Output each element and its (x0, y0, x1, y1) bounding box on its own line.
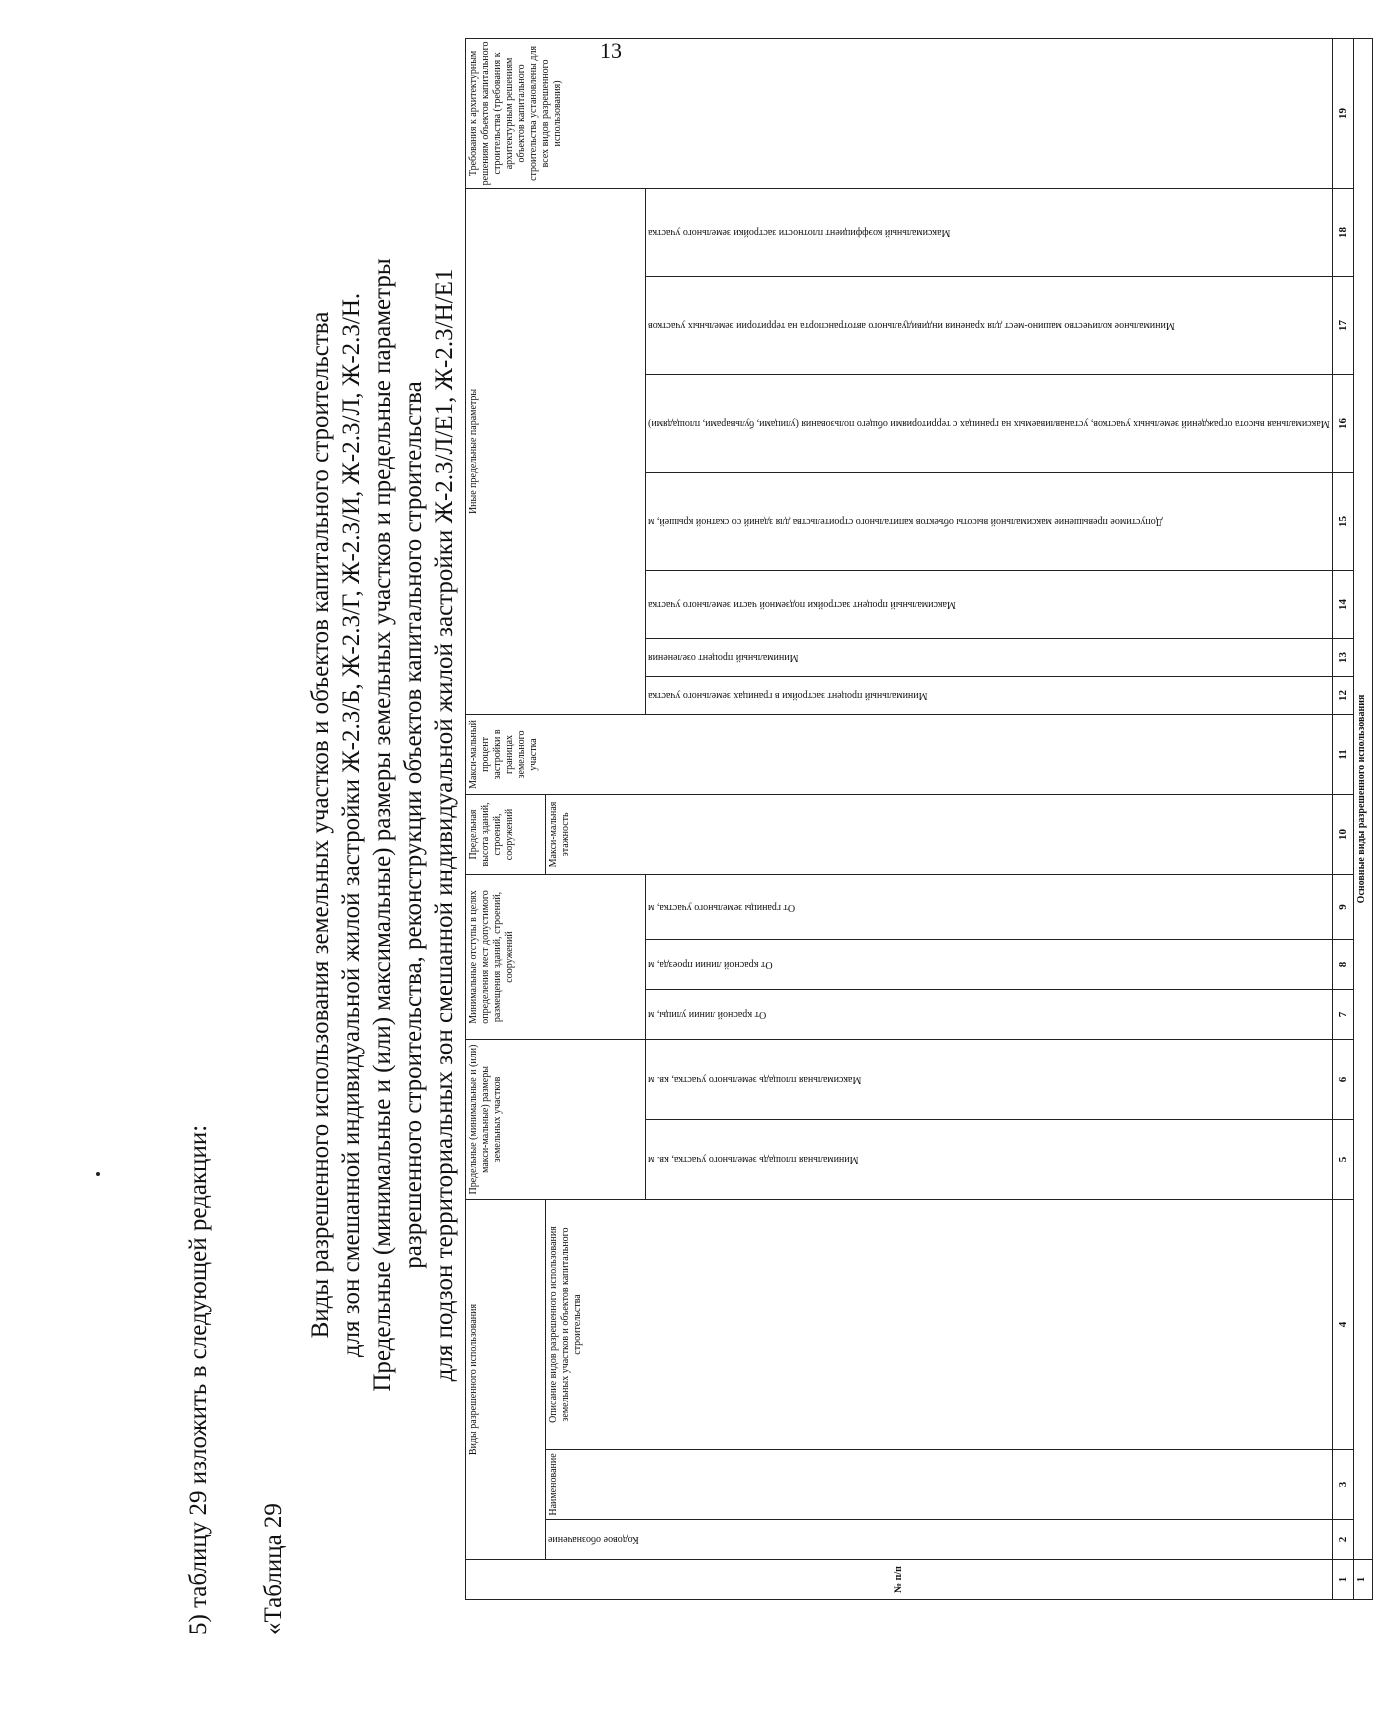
heading-line: разрешенного строительства, реконструкции объектов капитального строительства (400, 381, 427, 1269)
header-col13: Минимальный процент озеленения (646, 638, 1333, 676)
col-number: 3 (1332, 1450, 1353, 1520)
header-col17: Минимальное количество машино-мест для хранения индивидуального автотранспорта на территории земельных участков (646, 276, 1333, 374)
header-col4: Описание видов разрешенного использования земельных участков и объектов капитального строительства (546, 1200, 1333, 1450)
col-number: 16 (1332, 374, 1353, 472)
header-col3: Наименование (546, 1450, 1333, 1520)
header-col14: Максимальный процент застройки подземной части земельного участка (646, 570, 1333, 638)
header-col11: Макси-мальный процент застройки в границах земельного участка (466, 714, 1333, 794)
col-number: 17 (1332, 276, 1353, 374)
col-number: 15 (1332, 472, 1353, 570)
header-col15: Допустимое превышение максимальной высоты объектов капитального строительства для зданий со скатной крышей, м (646, 472, 1333, 570)
col-number: 12 (1332, 676, 1353, 714)
header-group-vri: Виды разрешенного использования (466, 1200, 546, 1560)
col-number: 10 (1332, 794, 1353, 874)
header-col16: Максимальная высота ограждений земельных участков, устанавливаемых на границах с территориями общего пользования (улицами, бульварами, площадями) (646, 374, 1333, 472)
header-col12: Минимальный процент застройки в границах земельного участка (646, 676, 1333, 714)
col-number: 7 (1332, 990, 1353, 1040)
col-number: 6 (1332, 1040, 1353, 1120)
header-group-other: Иные предельные параметры (466, 188, 646, 714)
header-col7: От красной линии улицы, м (646, 990, 1333, 1040)
section-title: Основные виды разрешенного использования (1353, 38, 1372, 1559)
zoning-table (465, 38, 1373, 1600)
header-col5: Минимальная площадь земельного участка, кв. м (646, 1120, 1333, 1200)
col-number: 1 (1332, 1560, 1353, 1600)
section-row (1353, 38, 1372, 1599)
header-group-size: Предельные (минимальные и (или) макси-мальные) размеры земельных участков (466, 1040, 646, 1200)
col-number: 19 (1332, 38, 1353, 188)
column-number-row (1332, 38, 1353, 1599)
col-number: 9 (1332, 874, 1353, 939)
header-col10: Макси-мальная этажность (546, 794, 1333, 874)
heading-line: для зон смешанной индивидуальной жилой застройки Ж-2.3/Б, Ж-2.3/Г, Ж-2.3/И, Ж-2.3/Л, Ж-2.3/Н. (338, 292, 365, 1358)
col-number: 2 (1332, 1520, 1353, 1560)
col-number: 5 (1332, 1120, 1353, 1200)
header-group-height: Предельная высота зданий, строений, сооружений (466, 794, 546, 874)
header-col18: Максимальный коэффициент плотности застройки земельного участка (646, 188, 1333, 276)
heading-line: для подзон территориальных зон смешанной индивидуальной жилой застройки Ж-2.3/Л/Е1, Ж-2.3/Н/Е1 (431, 268, 458, 1382)
col-number: 4 (1332, 1200, 1353, 1450)
heading-line: Предельные (минимальные и (или) максимальные) размеры земельных участков и предельные параметры (369, 258, 396, 1392)
page-number: 13 (600, 38, 622, 63)
table-label: «Таблица 29 (260, 1503, 287, 1635)
header-col8: От красной линии проезда, м (646, 940, 1333, 990)
heading-line: Виды разрешенного использования земельных участков и объектов капитального строительства (307, 311, 334, 1339)
header-col6: Максимальная площадь земельного участка, кв. м (646, 1040, 1333, 1120)
header-col2: Кодовое обозначение (546, 1520, 1333, 1560)
header-col9: От границы земельного участка, м (646, 874, 1333, 939)
section-number: 1 (1353, 1560, 1372, 1600)
col-number: 13 (1332, 638, 1353, 676)
col-number: 18 (1332, 188, 1353, 276)
col-number: 11 (1332, 714, 1353, 794)
col-number: 14 (1332, 570, 1353, 638)
header-col19: Требования к архитектурным решениям объектов капитального строительства (требования к архитектурным решениям объектов капитального строительства установлены для всех видов разрешенного использования) (466, 38, 1333, 188)
intro-text: 5) таблицу 29 изложить в следующей редакции: (185, 1124, 212, 1635)
header-group-setback: Минимальные отступы в целях определения мест допустимого размещения зданий, строений, сооружений (466, 874, 646, 1039)
header-col1: № п/п (466, 1560, 1333, 1600)
table-heading (305, 15, 460, 1635)
stray-mark (96, 1172, 100, 1176)
rotated-content (185, 15, 1367, 1635)
col-number: 8 (1332, 940, 1353, 990)
